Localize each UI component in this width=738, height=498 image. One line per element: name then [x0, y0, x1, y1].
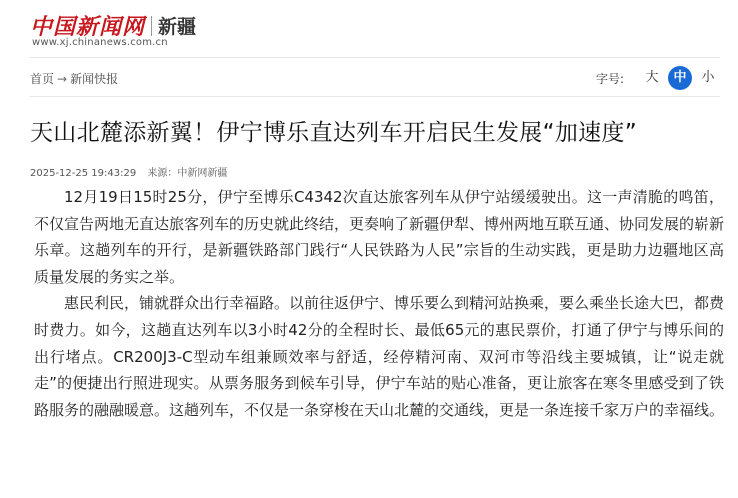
site-header	[0, 0, 738, 60]
font-size-small-button[interactable]: 小	[701, 70, 715, 85]
logo-divider	[151, 16, 152, 36]
article-source: 来源：中新网新疆	[147, 168, 228, 179]
article-body	[34, 184, 724, 423]
font-size-label: 字号:	[595, 71, 624, 86]
header-divider	[30, 57, 720, 58]
nav-divider	[30, 96, 720, 97]
article-paragraph: 惠民利民，铺就群众出行幸福路。以前往返伊宁、博乐要么到精河站换乘，要么乘坐长途大巴，都费时费力。如今，这趟直达列车以3小时42分的全程时长、最低65元的惠民票价，打通了伊宁与博乐间的出行堵点。CR200J3-C型动车组兼顾效率与舒适，经停精河南、双河市等沿线主要城镇，让“说走就走”的便捷出行照进现实。从票务服务到候车引导，伊宁车站的贴心准备，更让旅客在寒冬里感受到了铁路服务的融融暖意。这趟列车，不仅是一条穿梭在天山北麓的交通线，更是一条连接千家万户的幸福线。	[34, 294, 725, 419]
breadcrumb-arrow-icon: →	[57, 71, 68, 86]
font-size-switcher	[596, 66, 720, 90]
article-paragraph: 12月19日15时25分，伊宁至博乐C4342次直达旅客列车从伊宁站缓缓驶出。这一声清脆的鸣笛，不仅宣告两地无直达旅客列车的历史就此终结，更奏响了新疆伊犁、博州两地互联互通、协同发展的崭新乐章。这趟列车的开行，是新疆铁路部门践行“人民铁路为人民”宗旨的生动实践，更是助力边疆地区高质量发展的务实之举。	[34, 188, 725, 286]
article-meta	[30, 164, 227, 179]
breadcrumb-home-link[interactable]: 首页	[30, 72, 55, 86]
logo-region-text: 新疆	[158, 16, 197, 38]
font-size-medium-button[interactable]: 中	[668, 66, 692, 90]
breadcrumb-section-link[interactable]: 新闻快报	[70, 72, 119, 86]
article-datetime: 2025-12-25 19:43:29	[30, 168, 137, 179]
article-title: 天山北麓添新翼！伊宁博乐直达列车开启民生发展“加速度”	[30, 120, 637, 146]
font-size-large-button[interactable]: 大	[645, 70, 659, 85]
logo-main-text: 中国新闻网	[30, 14, 146, 40]
breadcrumb	[30, 70, 118, 87]
nav-row	[30, 60, 720, 96]
site-url: www.xj.chinanews.com.cn	[32, 37, 168, 48]
